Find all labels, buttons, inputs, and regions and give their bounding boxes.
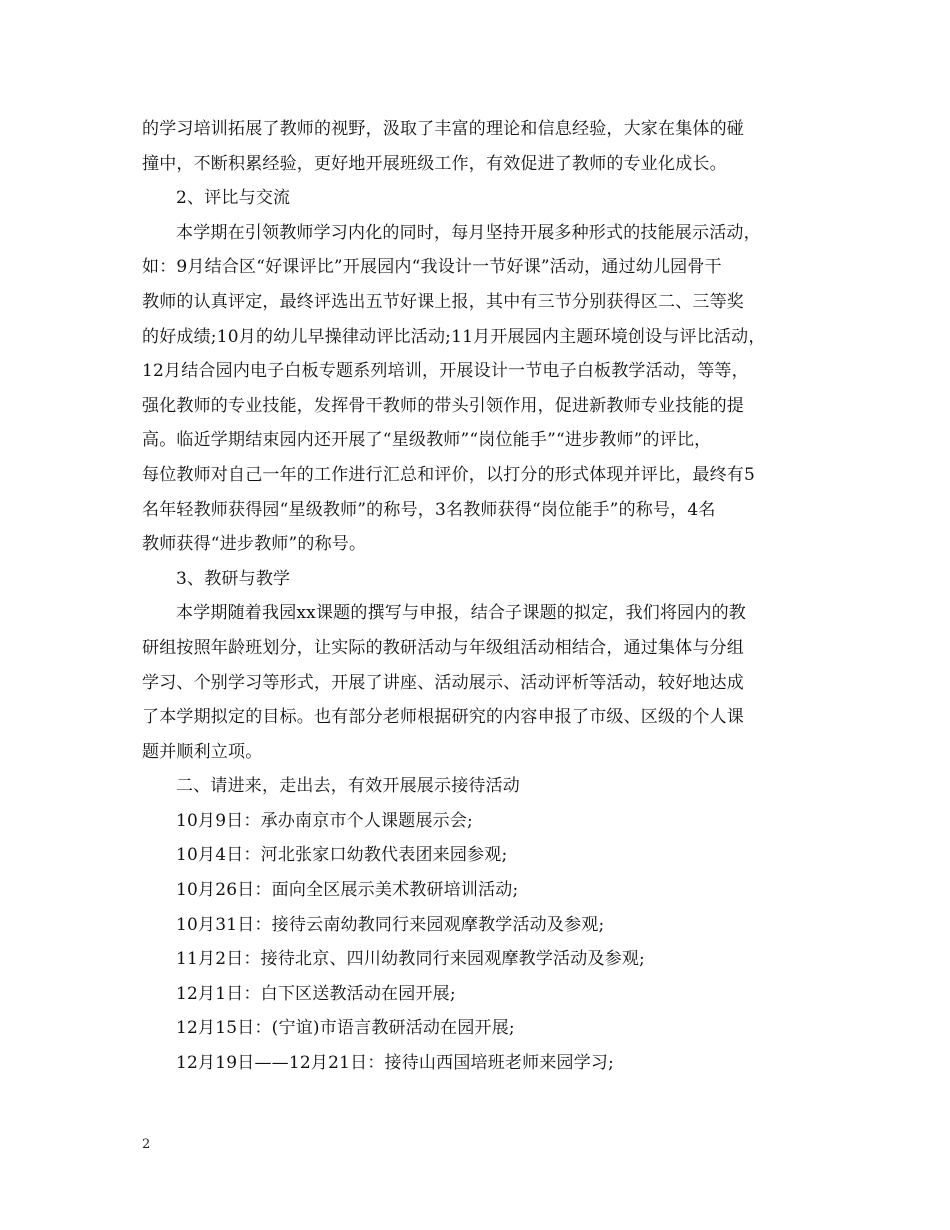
text-line: 题并顺利立项。 [142,741,263,762]
text-line: 10月31日：接待云南幼教同行来园观摩教学活动及参观; [176,914,605,935]
text-line: 的学习培训拓展了教师的视野，汲取了丰富的理论和信息经验，大家在集体的碰 [142,119,744,139]
page-number: 2 [142,1137,151,1152]
text-line: 的好成绩;10月的幼儿早操律动评比活动;11月开展园内主题环境创设与评比活动， [142,326,766,347]
text-line: 教师获得“进步教师”的称号。 [142,534,367,555]
text-line: 研组按照年龄班划分，让实际的教研活动与年级组活动相结合，通过集体与分组 [142,637,744,658]
text-line: 了本学期拟定的目标。也有部分老师根据研究的内容申报了市级、区级的个人课 [142,707,744,728]
text-line: 12月1日：白下区送教活动在园开展; [176,983,456,1004]
text-line: 10月26日：面向全区展示美术教研培训活动; [176,880,519,901]
text-line: 名年轻教师获得园“星级教师”的称号，3名教师获得“岗位能手”的称号，4名 [142,499,716,520]
text-line: 二、请进来，走出去，有效开展展示接待活动 [176,776,520,797]
text-line: 3、教研与教学 [176,568,291,589]
text-line: 2、评比与交流 [176,188,291,209]
text-line: 本学期在引领教师学习内化的同时，每月坚持开展多种形式的技能展示活动， [176,222,761,243]
text-line: 12月15日：(宁谊)市语言教研活动在园开展; [176,1018,515,1039]
body-text [142,112,822,1081]
text-line: 强化教师的专业技能，发挥骨干教师的带头引领作用，促进新教师专业技能的提 [142,395,744,416]
text-line: 学习、个别学习等形式，开展了讲座、活动展示、活动评析等活动，较好地达成 [142,672,744,693]
text-line: 12月结合园内电子白板专题系列培训，开展设计一节电子白板教学活动，等等， [142,361,749,382]
text-line: 本学期随着我园xx课题的撰写与申报，结合子课题的拟定，我们将园内的教 [176,603,746,624]
text-line: 高。临近学期结束园内还开展了“星级教师”“岗位能手”“进步教师”的评比， [142,430,712,451]
text-line: 10月4日：河北张家口幼教代表团来园参观; [176,845,508,866]
text-line: 11月2日：接待北京、四川幼教同行来园观摩教学活动及参观; [176,949,645,970]
text-line: 12月19日——12月21日：接待山西国培班老师来园学习; [176,1053,615,1074]
text-line: 撞中，不断积累经验，更好地开展班级工作，有效促进了教师的专业化成长。 [142,153,727,174]
text-line: 10月9日：承办南京市个人课题展示会; [176,810,473,831]
text-line: 教师的认真评定，最终评选出五节好课上报，其中有三节分别获得区二、三等奖 [142,291,744,312]
text-line: 如：9月结合区“好课评比”开展园内“我设计一节好课”活动，通过幼儿园骨干 [142,257,722,278]
text-line: 每位教师对自己一年的工作进行汇总和评价，以打分的形式体现并评比，最终有5 [142,464,756,485]
